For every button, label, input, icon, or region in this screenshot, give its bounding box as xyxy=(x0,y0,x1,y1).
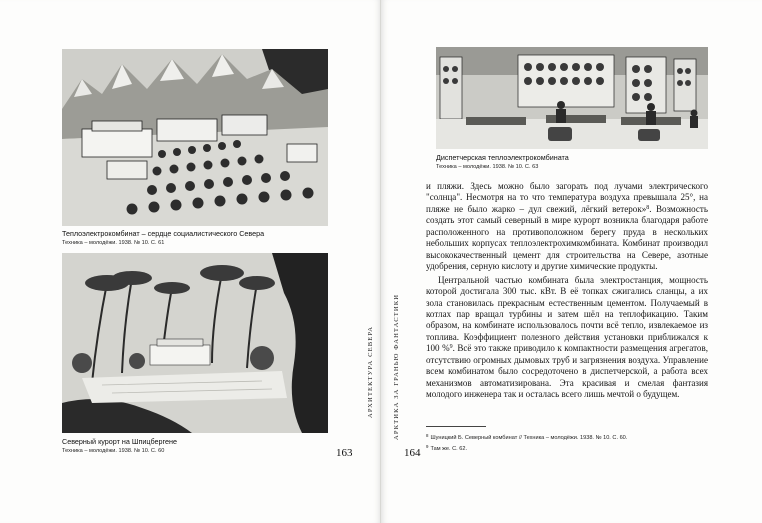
footnote-9: $^9$ Там же. С. 62. xyxy=(426,443,468,452)
figure-3-caption: Диспетчерская теплоэлектрокомбината xyxy=(436,153,569,162)
figure-spitsbergen-resort-illustration xyxy=(62,253,328,433)
running-head-left: АРХИТЕКТУРА СЕВЕРА xyxy=(367,325,374,418)
paragraph-1: и пляжи. Здесь можно было загорать под лучами электрического "солнца". Несмотря на то что температура воздуха превышала 25°, на пляже не было жарко – дул свежий, лёгкий ветерок»$^8$. Возможность создать этот самый северный в мире курорт возникла благодаря работе расположенного на противоположном берегу пруда в нескольких небольших корпусах теплоэлектрохимкомбината. Комбинат производил высококачественный цемент для строительства на Севере, азотные удобрения, серную кислоту и другие химические продукты. xyxy=(426,181,708,272)
footnote-ref-9[interactable]: 9 xyxy=(449,344,453,351)
figure-2-source: Техника – молодёжи. 1938. № 10. С. 60 xyxy=(62,448,165,454)
figure-1-caption: Теплоэлектрокомбинат – сердце социалистического Севера xyxy=(62,229,265,238)
figure-power-plant-illustration xyxy=(62,49,328,226)
footnote-ref-8[interactable]: 8 xyxy=(646,204,650,211)
paragraph-2: Центральной частью комбината была электростанция, мощность которой достигала 300 тыс. кВт. В её топках сжигались сланцы, а их зола становилась прекрасным естественным цементом. Получаемый в котлах пар вращал турбины и затем шёл на теплофикацию. Таким образом, на комбинате использовалось почти всё тепло, извлекаемое из топлива. Коэффициент полезного действия установки приближался к 100 %$^9$. Всё это также приводило к компактности размещения агрегатов, отсутствию огромных дымовых труб и загрязнения воздуха. Управление всем комбинатом было сосредоточено в диспетчерской, а работа всех механизмов автоматизирована. Эта красивая и смелая фантазия молодого инженера так и осталась всего лишь мечтой о будущем. xyxy=(426,274,708,400)
figure-1-source: Техника – молодёжи. 1938. № 10. С. 61 xyxy=(62,240,165,246)
footnotes xyxy=(426,432,708,453)
footnote-rule xyxy=(426,426,486,427)
figure-2-caption: Северный курорт на Шпицбергене xyxy=(62,437,177,446)
main-body-text xyxy=(426,181,708,401)
running-head-right: АРКТИКА ЗА ГРАНЬЮ ФАНТАСТИКИ xyxy=(393,293,400,440)
figure-control-room-illustration xyxy=(436,47,708,149)
page-number-left: 163 xyxy=(336,447,353,459)
footnote-8: $^8$ Шуницкий Б. Северный комбинат // Техника – молодёжи. 1938. № 10. С. 60. xyxy=(426,433,628,441)
page-number-right: 164 xyxy=(404,447,421,459)
figure-3-source: Техника – молодёжи. 1938. № 10. С. 63 xyxy=(436,164,539,170)
